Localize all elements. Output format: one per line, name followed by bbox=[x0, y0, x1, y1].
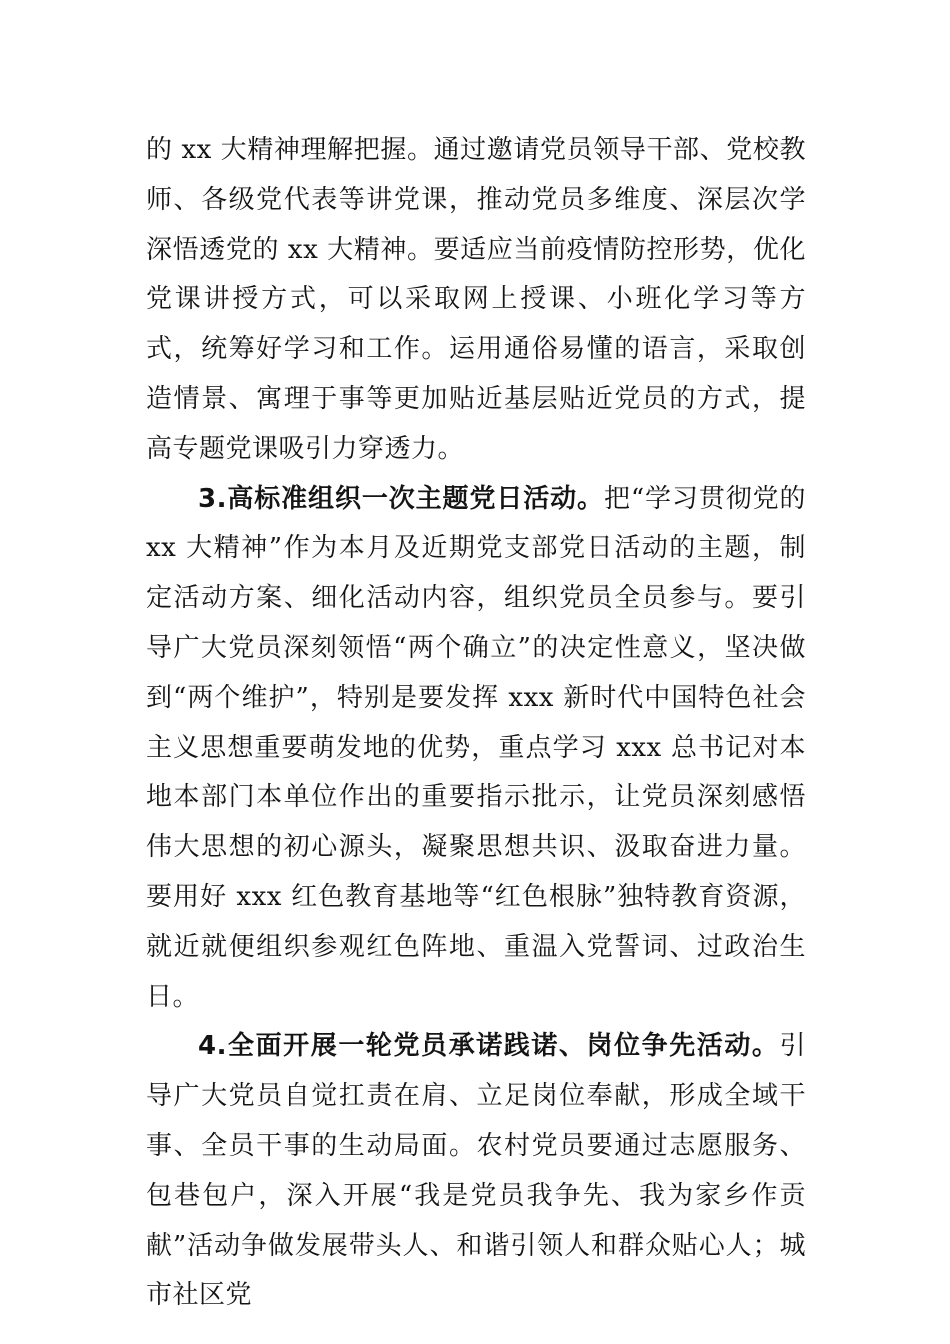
paragraph-heading: 4.全面开展一轮党员承诺践诺、岗位争先活动。 bbox=[198, 1031, 780, 1062]
document-body bbox=[146, 126, 806, 1321]
paragraph-heading: 3.高标准组织一次主题党日活动。 bbox=[198, 483, 604, 514]
paragraph-text: 把“学习贯彻党的 xx 大精神”作为本月及近期党支部党日活动的主题，制定活动方案、细化活动内容，组织党员全员参与。要引导广大党员深刻领悟“两个确立”的决定性意义，坚决做到“两个维护”，特别是要发挥 xxx 新时代中国特色社会主义思想重要萌发地的优势，重点学习 xxx 总书记对本地本部门本单位作出的重要指示批示，让党员深刻感悟伟大思想的初心源头，凝聚思想共识、汲取奋进力量。要用好 xxx 红色教育基地等“红色根脉”独特教育资源，就近就便组织参观红色阵地、重温入党誓词、过政治生日。 bbox=[146, 483, 807, 1012]
paragraph-text: 的 xx 大精神理解把握。通过邀请党员领导干部、党校教师、各级党代表等讲党课，推动党员多维度、深层次学深悟透党的 xx 大精神。要适应当前疫情防控形势，优化党课讲授方式，可以采取网上授课、小班化学习等方式，统筹好学习和工作。运用通俗易懂的语言，采取创造情景、寓理于事等更加贴近基层贴近党员的方式，提高专题党课吸引力穿透力。 bbox=[146, 135, 806, 464]
paragraph-continuation bbox=[146, 126, 806, 475]
paragraph-text: 引导广大党员自觉扛责在肩、立足岗位奉献，形成全域干事、全员干事的生动局面。农村党员要通过志愿服务、包巷包户，深入开展“我是党员我争先、我为家乡作贡献”活动争做发展带头人、和谐引领人和群众贴心人；城市社区党 bbox=[146, 1031, 806, 1311]
paragraph-item-3 bbox=[146, 475, 806, 1023]
paragraph-item-4 bbox=[146, 1022, 806, 1321]
